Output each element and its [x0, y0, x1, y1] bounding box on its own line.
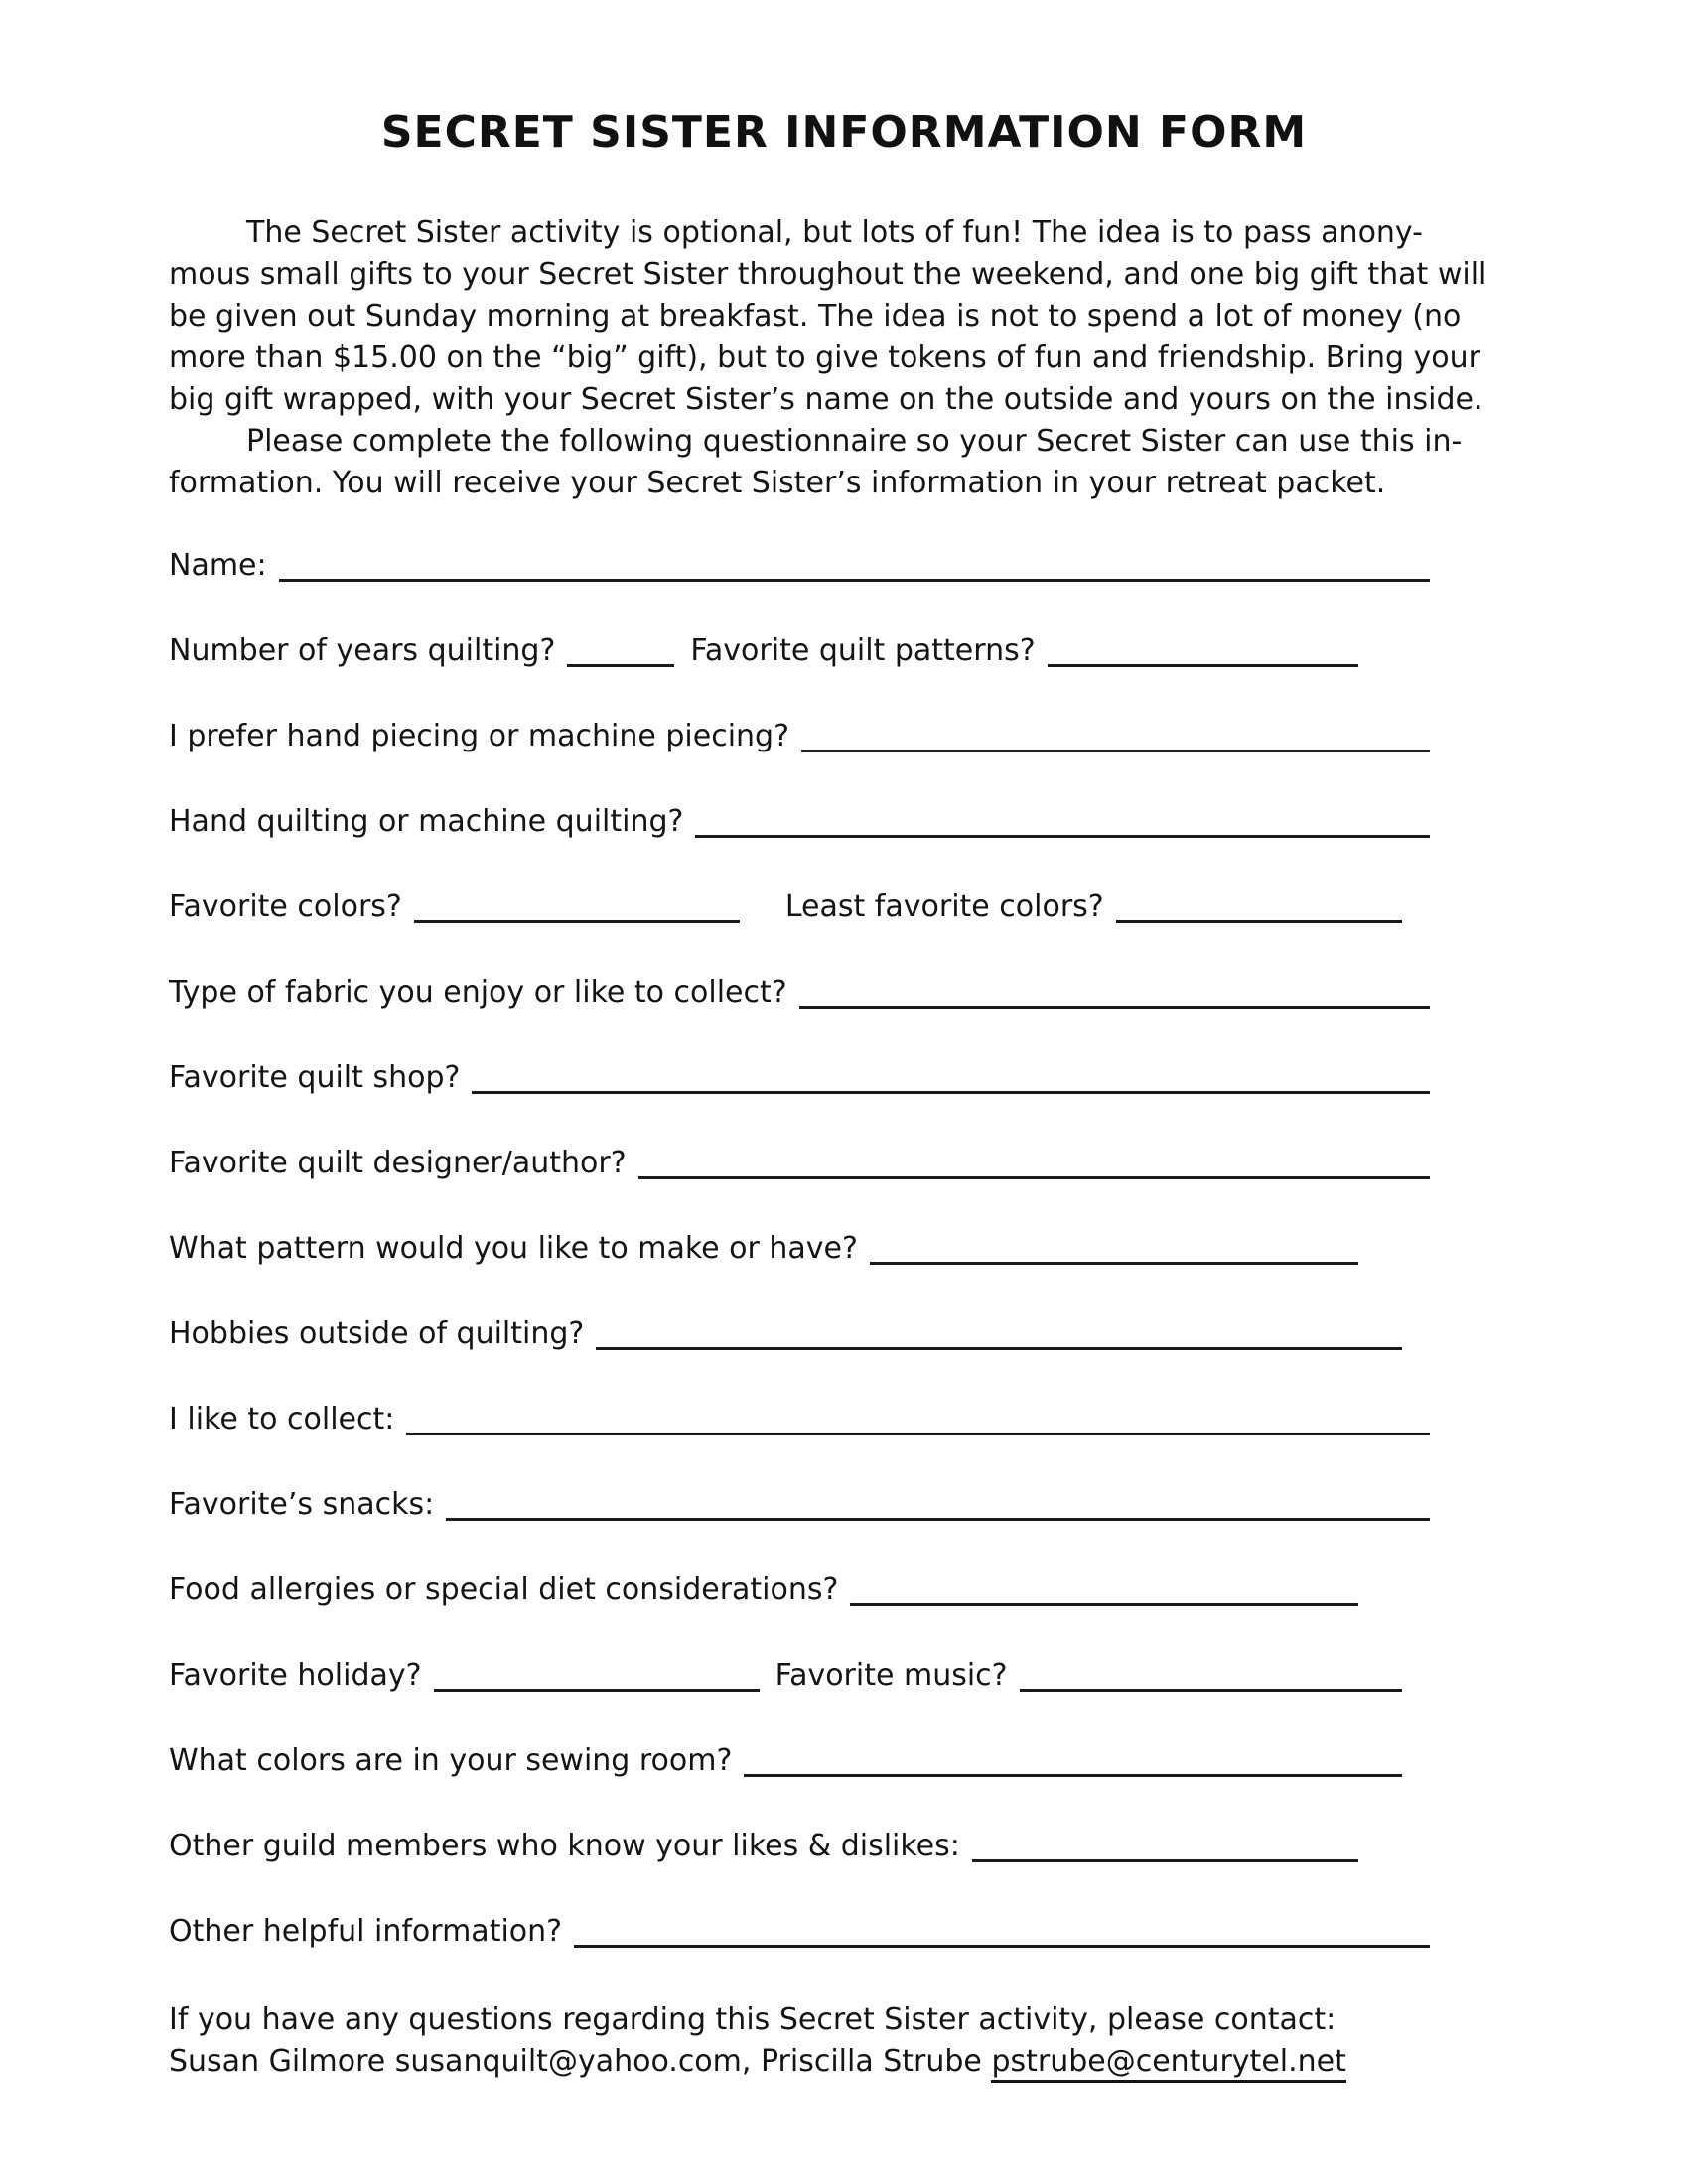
intro-line: be given out Sunday morning at breakfast. The idea is not to spend a lot of money (no: [169, 299, 1462, 334]
blank-line: [1116, 910, 1402, 923]
form-row: [169, 1316, 1430, 1360]
questionnaire: [169, 548, 1430, 1958]
field-label: Favorite quilt patterns?: [690, 633, 1036, 668]
page-title: SECRET SISTER INFORMATION FORM: [380, 107, 1308, 158]
field-label: Favorite’s snacks:: [169, 1487, 435, 1522]
field-label: Favorite holiday?: [169, 1658, 422, 1693]
field-label: Favorite quilt shop?: [169, 1060, 461, 1095]
blank-line: [1048, 654, 1358, 667]
blank-line: [446, 1508, 1430, 1521]
blank-line: [472, 1081, 1430, 1094]
intro-line: Please complete the following questionnaire so your Secret Sister can use this in-: [246, 424, 1463, 459]
blank-line: [567, 654, 674, 667]
form-row: [169, 1572, 1430, 1616]
blank-line: [850, 1593, 1358, 1606]
blank-line: [801, 740, 1430, 752]
form-row: [169, 1146, 1430, 1189]
form-row: [169, 633, 1430, 677]
form-row: [169, 1658, 1430, 1702]
blank-line: [972, 1849, 1358, 1862]
form-row: [169, 975, 1430, 1019]
field-label: Other guild members who know your likes & dislikes:: [169, 1829, 960, 1863]
blank-line: [406, 1423, 1430, 1435]
form-row: [169, 889, 1430, 933]
intro-paragraph: [169, 212, 1487, 504]
blank-line: [596, 1337, 1402, 1350]
field-label: Other helpful information?: [169, 1914, 563, 1949]
form-row: [169, 719, 1430, 762]
contact-line: [169, 2041, 1430, 2083]
intro-line: formation. You will receive your Secret Sister’s information in your retreat packet.: [169, 466, 1386, 500]
field-label: Name:: [169, 548, 267, 583]
form-row: [169, 1231, 1430, 1275]
intro-line: big gift wrapped, with your Secret Sister’s name on the outside and yours on the inside.: [169, 382, 1483, 417]
contact-info: [169, 1999, 1430, 2083]
blank-line: [434, 1679, 760, 1692]
blank-line: [414, 910, 740, 923]
field-label: Favorite quilt designer/author?: [169, 1146, 627, 1180]
field-label: Food allergies or special diet considerations?: [169, 1572, 839, 1607]
field-label: I prefer hand piecing or machine piecing?: [169, 719, 790, 753]
blank-line: [638, 1166, 1430, 1179]
blank-line: [799, 996, 1430, 1009]
field-label: I like to collect:: [169, 1402, 395, 1436]
form-row: [169, 1402, 1430, 1445]
field-label: Number of years quilting?: [169, 633, 556, 668]
form-row: [169, 1829, 1430, 1872]
intro-line: The Secret Sister activity is optional, but lots of fun! The idea is to pass anony-: [246, 215, 1423, 250]
field-label: Type of fabric you enjoy or like to collect?: [169, 975, 787, 1010]
blank-line: [695, 825, 1430, 838]
contact-line: If you have any questions regarding this Secret Sister activity, please contact:: [169, 2002, 1336, 2037]
blank-line: [870, 1252, 1358, 1265]
field-label: Least favorite colors?: [784, 889, 1104, 924]
form-row: [169, 1914, 1430, 1958]
blank-line: [1020, 1679, 1402, 1692]
form-row: [169, 1487, 1430, 1531]
field-label: Hand quilting or machine quilting?: [169, 804, 684, 839]
form-row: [169, 1743, 1430, 1787]
contact-names: Susan Gilmore susanquilt@yahoo.com, Priscilla Strube: [169, 2044, 992, 2079]
intro-line: mous small gifts to your Secret Sister throughout the weekend, and one big gift that will: [169, 257, 1487, 292]
field-label: Favorite colors?: [169, 889, 402, 924]
intro-line: more than $15.00 on the “big” gift), but to give tokens of fun and friendship. Bring your: [169, 341, 1481, 375]
form-row: [169, 804, 1430, 848]
form-row: [169, 548, 1430, 592]
form-row: [169, 1060, 1430, 1104]
blank-line: [279, 569, 1430, 582]
field-label: Favorite music?: [774, 1658, 1008, 1693]
contact-email-link[interactable]: pstrube@centurytel.net: [991, 2044, 1345, 2083]
blank-line: [574, 1935, 1430, 1948]
field-label: Hobbies outside of quilting?: [169, 1316, 585, 1351]
field-label: What colors are in your sewing room?: [169, 1743, 733, 1778]
blank-line: [744, 1764, 1402, 1777]
field-label: What pattern would you like to make or have?: [169, 1231, 858, 1266]
